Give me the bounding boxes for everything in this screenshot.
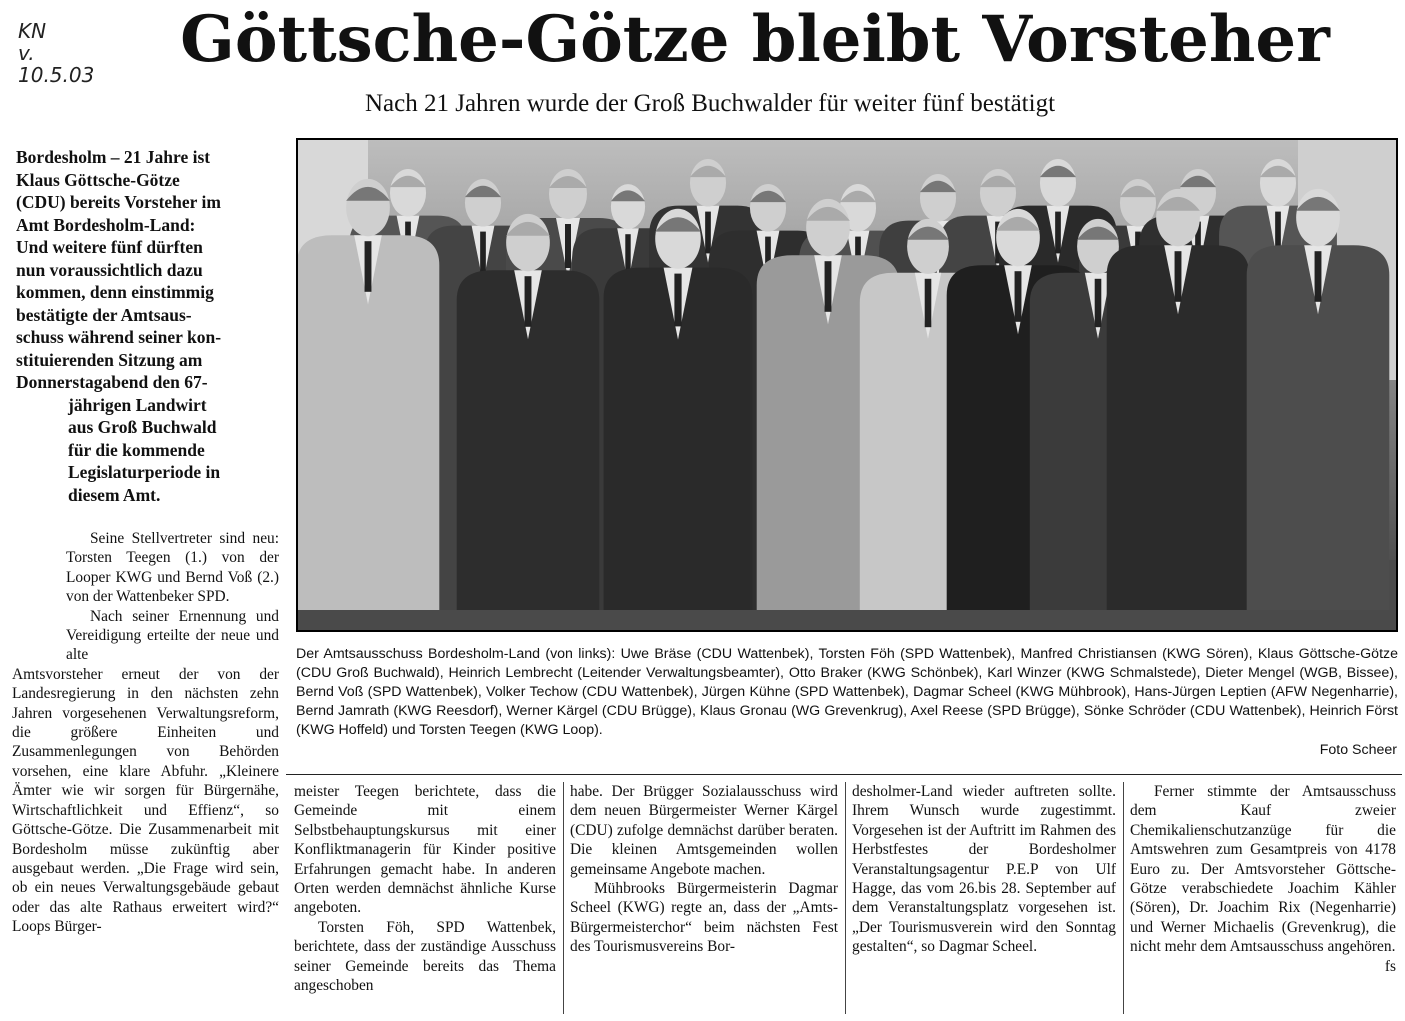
lead-line: bestätigte der Amtsaus- — [16, 304, 192, 325]
paragraph: Mühbrooks Bürgermeisterin Dagmar Scheel (KWG) regte an, dass der „Amts-Bürgermeisterchor“ beim nächsten Fest des Tourismusvereins Bor- — [570, 880, 838, 956]
paragraph: Nach seiner Ernennung und Vereidigung erteilte der neue und alte — [66, 607, 279, 664]
lead-line: nun voraussichtlich dazu — [16, 259, 203, 280]
column-divider — [845, 782, 846, 1014]
lead-line: (CDU) bereits Vorsteher im — [16, 192, 221, 212]
column-rule — [286, 774, 1402, 775]
photo-caption: Der Amtsausschuss Bordesholm-Land (von links): Uwe Bräse (CDU Wattenbek), Torsten Föh (SPD Wattenbek), Manfred Christiansen (KWG Sören), Klaus Göttsche-Götze (CDU Groß Buchwald), Heinrich Lembrecht (Leitender Verwaltungsbeamter), Otto Braker (KWG Schönbek), Karl Winzer (KWG Schmalstede), Dieter Mengel (WGB, Bissee), Bernd Voß (SPD Wattenbek), Volker Techow (CDU Wattenbek), Jürgen Kühne (SPD Wattenbek), Dagmar Scheel (KWG Mühbrook), Hans-Jürgen Leptien (AFW Negenharrie), Bernd Jamrath (KWG Reesdorf), Werner Kärgel (CDU Brügge), Klaus Gronau (WG Grevenkrug), Axel Reese (SPD Brügge), Sönke Schröder (CDU Wattenbek), Heinrich Först (KWG Hoffeld) und Torsten Teegen (KWG Loop). — [296, 646, 1398, 738]
lead-line: schuss während seiner kon- — [16, 327, 222, 347]
paragraph: Torsten Föh, SPD Wattenbek, berichtete, dass der zuständige Ausschuss seiner Gemeinde bereits das Thema angeschoben — [294, 918, 556, 995]
paragraph: meister Teegen berichtete, dass die Gemeinde mit einem Selbstbehauptungskursus mit einer Konfliktmanagerin für Kinder positive Erfahrungen gemacht habe. In anderen Orten werden demnächst ähnliche Kurse angeboten. — [294, 783, 556, 917]
lead-line: für die kommende — [68, 439, 205, 460]
person-figure — [1247, 189, 1390, 610]
lead-line: Legislaturperiode in — [68, 462, 221, 482]
paragraph: Seine Stellvertreter sind neu: Torsten Teegen (1.) von der Looper KWG und Bernd Voß (2.) von der Wattenbeker SPD. — [66, 530, 279, 606]
lead-line: aus Groß Buchwald — [68, 417, 217, 437]
lead-line: Bordesholm – 21 Jahre ist — [16, 147, 211, 167]
article-column-4 — [852, 782, 1116, 957]
paragraph: habe. Der Brügger Sozialausschuss wird dem neuen Bürgermeister Werner Kärgel (CDU) zufolge demnächst darüber beraten. Die kleinen Amtsgemeinden wollen gemeinsame Angebote machen. — [570, 783, 838, 878]
group-photo — [296, 138, 1398, 632]
handnote-line: v. — [18, 41, 35, 65]
person-figure — [457, 214, 600, 610]
lead-line: jährigen Landwirt — [68, 394, 207, 415]
lead-line: kommen, denn einstimmig — [16, 282, 214, 302]
handnote-line: 10.5.03 — [18, 63, 95, 87]
article-column-2 — [294, 782, 556, 995]
photo-credit: Foto Scheer — [1319, 742, 1397, 758]
author-initials: fs — [1384, 957, 1396, 975]
lead-line: Und weitere fünf dürften — [16, 237, 203, 257]
headline: Göttsche-Götze bleibt Vorsteher — [180, 2, 1330, 77]
paragraph: desholmer-Land wieder auftreten sollte. Ihrem Wunsch wurde zugestimmt. Vorgesehen ist der Auftritt im Rahmen des Herbstfestes der Bordesholmer Veranstaltungsagentur P.E.P von Ulf Hagge, das vom 26.bis 28. September auf dem Veranstaltungsplatz vorgesehen ist. „Der Tourismusverein wird den Sonntag gestalten“, so Dagmar Scheel. — [852, 783, 1116, 956]
lead-line: Donnerstagabend den 67- — [16, 372, 208, 392]
lead-line: Klaus Göttsche-Götze — [16, 169, 180, 190]
column-divider — [563, 782, 564, 1014]
article-column-5 — [1130, 782, 1396, 976]
lead-paragraph — [16, 146, 286, 506]
column-divider — [1123, 782, 1124, 1014]
article-column-1 — [12, 529, 279, 937]
paragraph: Ferner stimmte der Amtsausschuss dem Kauf zweier Chemikalienschutzanzüge für die Amtswehren zum Gesamtpreis von 4178 Euro zu. Der Amtsvorsteher Göttsche-Götze verabschiedete Joachim Kähler (Sören), Dr. Joachim Rix (Negenharrie) und Werner Michaelis (Grevenkrug), die nicht mehr dem Amtsausschuss angehören. — [1130, 783, 1396, 956]
lead-line: diesem Amt. — [68, 484, 161, 505]
lead-line: Amt Bordesholm-Land: — [16, 214, 196, 235]
lead-line: stituierenden Sitzung am — [16, 349, 203, 370]
handnote-line: KN — [18, 19, 47, 43]
paragraph: Amtsvorsteher erneut der von der Landesregierung in den nächsten zehn Jahren vorgesehenen Verwaltungsreform, die größere Einheiten und Zusammenlegungen von Behörden vorsehen, eine klare Abfuhr. „Kleinere Ämter wie wir sorgen für Bürgernähe, Wirtschaftlichkeit und Effienz“, so Göttsche-Götze. Die Zusammenarbeit mit Bordesholm müsse zukünftig aber ausgebaut werden. „Die Frage wird sein, ob ein neues Verwaltungsgebäude gebaut oder das alte Rathaus erweitert wird?“ Loops Bürger- — [12, 665, 279, 936]
group-photo-image — [298, 140, 1396, 630]
person-figure — [298, 179, 439, 610]
article-column-3 — [570, 782, 838, 957]
people-silhouettes — [298, 159, 1389, 610]
person-figure — [1107, 189, 1250, 610]
subheadline: Nach 21 Jahren wurde der Groß Buchwalder für weiter fünf bestätigt — [364, 90, 1056, 117]
